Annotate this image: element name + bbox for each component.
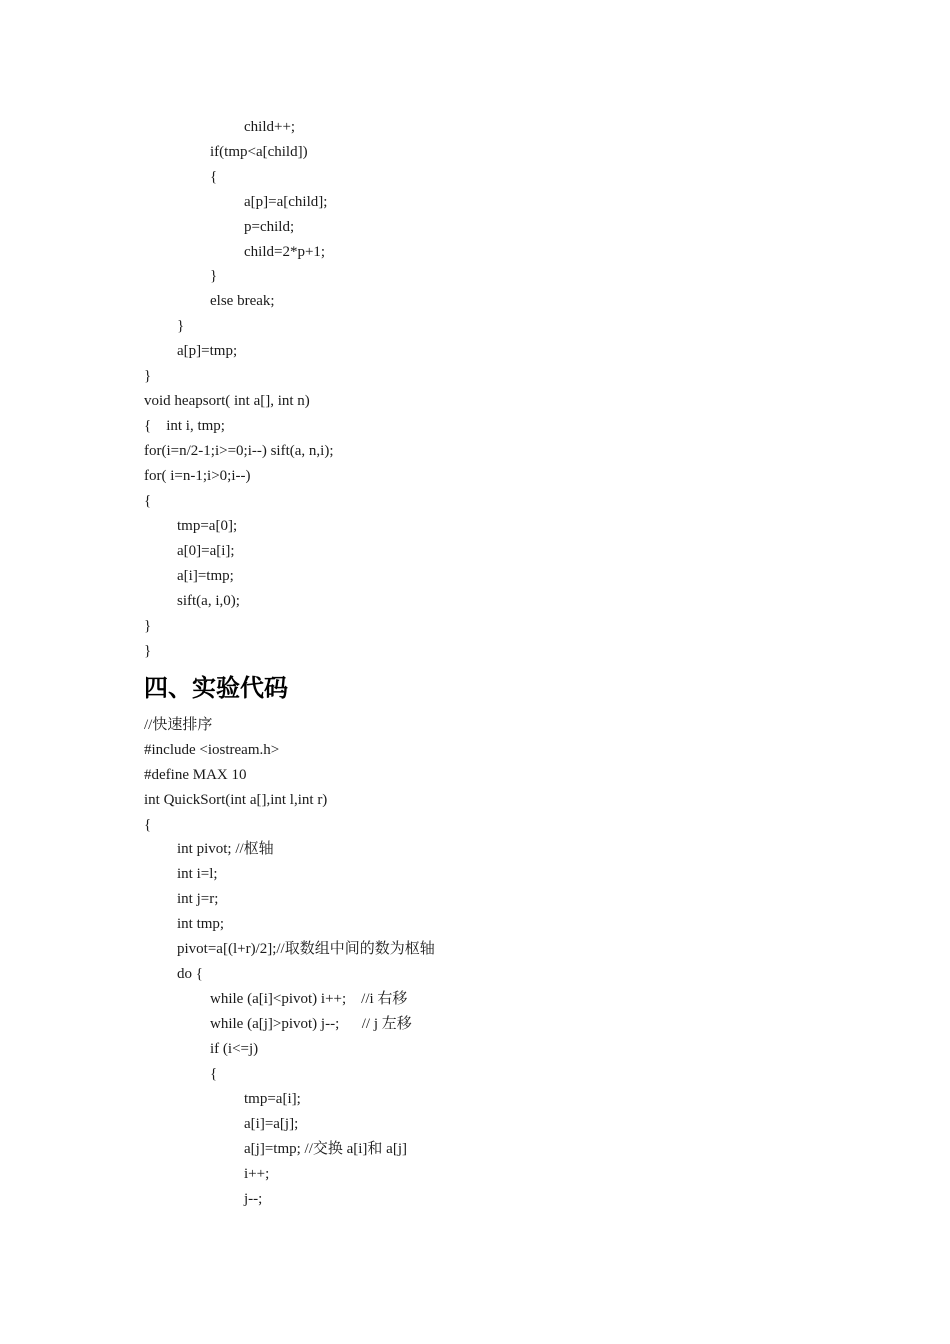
code-line: a[p]=a[child]; — [244, 194, 328, 210]
code-line: #define MAX 10 — [144, 767, 247, 783]
code-line: int pivot; //枢轴 — [177, 841, 274, 857]
code-line: int tmp; — [177, 916, 225, 932]
code-line: { — [210, 1066, 218, 1082]
code-line: a[i]=tmp; — [177, 568, 234, 584]
code-line: { — [144, 493, 152, 509]
code-line: } — [144, 618, 152, 634]
code-line: if (i<=j) — [210, 1041, 259, 1057]
code-line: } — [210, 268, 218, 284]
code-line: { int i, tmp; — [144, 418, 225, 434]
code-line: //快速排序 — [144, 717, 213, 733]
code-line: child=2*p+1; — [244, 244, 326, 260]
code-line: sift(a, i,0); — [177, 593, 240, 609]
code-line: { — [210, 169, 218, 185]
code-line: int QuickSort(int a[],int l,int r) — [144, 792, 328, 808]
code-line: } — [144, 368, 152, 384]
code-line: for(i=n/2-1;i>=0;i--) sift(a, n,i); — [144, 443, 334, 459]
code-line: void heapsort( int a[], int n) — [144, 393, 310, 409]
code-line: j--; — [244, 1191, 263, 1207]
code-line: for( i=n-1;i>0;i--) — [144, 468, 251, 484]
code-line: child++; — [244, 119, 296, 135]
code-line: tmp=a[i]; — [244, 1091, 301, 1107]
code-line: a[j]=tmp; //交换 a[i]和 a[j] — [244, 1141, 407, 1157]
code-line: if(tmp<a[child]) — [210, 144, 308, 160]
code-line: while (a[i]<pivot) i++; //i 右移 — [210, 991, 408, 1007]
code-line: int i=l; — [177, 866, 218, 882]
code-line: #include <iostream.h> — [144, 742, 280, 758]
code-line: } — [177, 318, 185, 334]
code-line: { — [144, 817, 152, 833]
code-line: pivot=a[(l+r)/2];//取数组中间的数为枢轴 — [177, 941, 435, 957]
code-line: do { — [177, 966, 203, 982]
code-line: a[i]=a[j]; — [244, 1116, 299, 1132]
code-line: a[0]=a[i]; — [177, 543, 235, 559]
code-line: tmp=a[0]; — [177, 518, 238, 534]
code-line: i++; — [244, 1166, 270, 1182]
code-line: a[p]=tmp; — [177, 343, 238, 359]
code-line: } — [144, 643, 152, 659]
code-line: while (a[j]>pivot) j--; // j 左移 — [210, 1016, 412, 1032]
code-line: int j=r; — [177, 891, 219, 907]
section-heading: 四、实验代码 — [144, 674, 288, 702]
code-line: else break; — [210, 293, 275, 309]
code-line: p=child; — [244, 219, 295, 235]
